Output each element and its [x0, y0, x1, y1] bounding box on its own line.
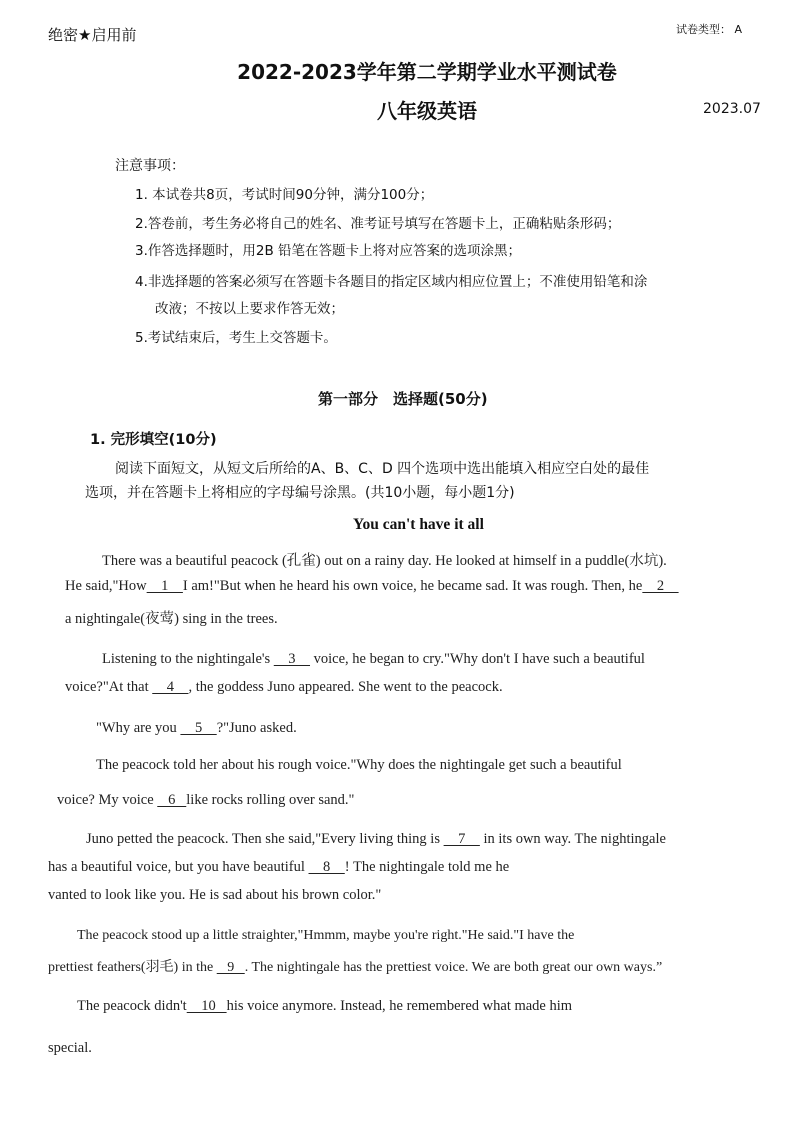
- line-text: , the goddess Juno appeared. She went to the peacock.: [188, 679, 503, 695]
- blank-7: 7: [443, 831, 480, 847]
- blank-3: 3: [273, 651, 311, 667]
- line-text: his voice anymore. Instead, he remembered what made him: [226, 998, 573, 1014]
- line-text: Listening to the nightingale's: [102, 651, 274, 667]
- passage-line: [48, 1040, 92, 1057]
- note-item-3: 3.作答选择题时，用2B 铅笔在答题卡上将对应答案的选项涂黑；: [135, 243, 522, 259]
- note-item-2: 2.答卷前，考生务必将自己的姓名、准考证号填写在答题卡上，正确粘贴条形码；: [135, 216, 621, 232]
- confidential-label: 绝密★启用前: [48, 26, 137, 44]
- passage-line: [102, 549, 667, 570]
- line-text: "Why are you: [96, 720, 181, 736]
- blank-2: 2: [642, 578, 679, 594]
- passage-line: [48, 887, 381, 904]
- instructions-line-2: 选项，并在答题卡上将相应的字母编号涂黑。(共10小题，每小题1分): [85, 485, 515, 501]
- instructions-line-1: 阅读下面短文，从短文后所给的A、B、C、D 四个选项中选出能填入相应空白处的最佳: [115, 461, 650, 477]
- blank-5: 5: [180, 720, 217, 736]
- subject-title: 八年级英语: [377, 99, 477, 123]
- note-item-4-cont: 改液；不按以上要求作答无效；: [155, 301, 344, 317]
- line-text: . The nightingale has the prettiest voice. We are both great our own ways.”: [244, 960, 663, 975]
- exam-title: 2022-2023学年第二学期学业水平测试卷: [237, 60, 617, 84]
- line-text: voice?"At that: [65, 679, 153, 695]
- line-text: vanted to look like you. He is sad about his brown color.": [48, 887, 382, 903]
- passage-line: [96, 720, 297, 737]
- line-text: a nightingale(夜莺) sing in the trees.: [65, 611, 278, 627]
- part1-heading: 第一部分 选择题(50分): [318, 390, 488, 408]
- line-text: The peacock stood up a little straighter,"Hmmm, maybe you're right."He said."I have the: [77, 928, 575, 943]
- line-text: I am!"But when he heard his own voice, he became sad. It was rough. Then, he: [182, 578, 643, 594]
- line-text: in its own way. The nightingale: [479, 831, 666, 847]
- passage-line: [65, 578, 679, 595]
- blank-8: 8: [308, 859, 345, 875]
- note-item-4: 4.非选择题的答案必须写在答题卡各题目的指定区域内相应位置上；不准使用铅笔和涂: [135, 274, 648, 290]
- paper-type-label: 试卷类型： A: [676, 23, 743, 36]
- line-text: Juno petted the peacock. Then she said,"Every living thing is: [86, 831, 444, 847]
- line-text: The peacock told her about his rough voice."Why does the nightingale get such a beautiful: [96, 757, 622, 773]
- passage-line: [77, 928, 574, 944]
- passage-line: [77, 998, 572, 1015]
- line-text: like rocks rolling over sand.": [186, 792, 355, 808]
- passage-line: [48, 956, 662, 976]
- passage-line: [57, 792, 354, 809]
- passage-line: [65, 607, 278, 628]
- note-item-1: 1. 本试卷共8页，考试时间90分钟，满分100分；: [135, 187, 434, 203]
- passage-title: You can't have it all: [353, 516, 484, 533]
- passage-line: [48, 859, 509, 876]
- line-text: The peacock didn't: [77, 998, 187, 1014]
- blank-10: 10: [186, 998, 227, 1014]
- line-text: ! The nightingale told me he: [344, 859, 510, 875]
- blank-6: 6: [157, 792, 187, 808]
- line-text: special.: [48, 1040, 92, 1056]
- passage-line: [102, 651, 645, 668]
- blank-9: 9: [216, 960, 245, 975]
- passage-line: [86, 831, 666, 848]
- line-text: He said,"How: [65, 578, 147, 594]
- note-item-5: 5.考试结束后，考生上交答题卡。: [135, 330, 337, 346]
- exam-date: 2023.07: [703, 101, 761, 117]
- line-text: prettiest feathers(羽毛) in the: [48, 960, 217, 975]
- line-text: voice, he began to cry."Why don't I have such a beautiful: [310, 651, 645, 667]
- passage-line: [65, 679, 503, 696]
- line-text: There was a beautiful peacock (孔雀) out on a rainy day. He looked at himself in a puddle(水坑).: [102, 553, 667, 569]
- notes-heading: 注意事项：: [115, 158, 185, 174]
- line-text: has a beautiful voice, but you have beautiful: [48, 859, 309, 875]
- cloze-section-title: 1. 完形填空(10分): [90, 432, 217, 448]
- blank-4: 4: [152, 679, 189, 695]
- line-text: ?"Juno asked.: [216, 720, 297, 736]
- line-text: voice? My voice: [57, 792, 158, 808]
- blank-1: 1: [146, 578, 183, 594]
- passage-line: [96, 757, 622, 774]
